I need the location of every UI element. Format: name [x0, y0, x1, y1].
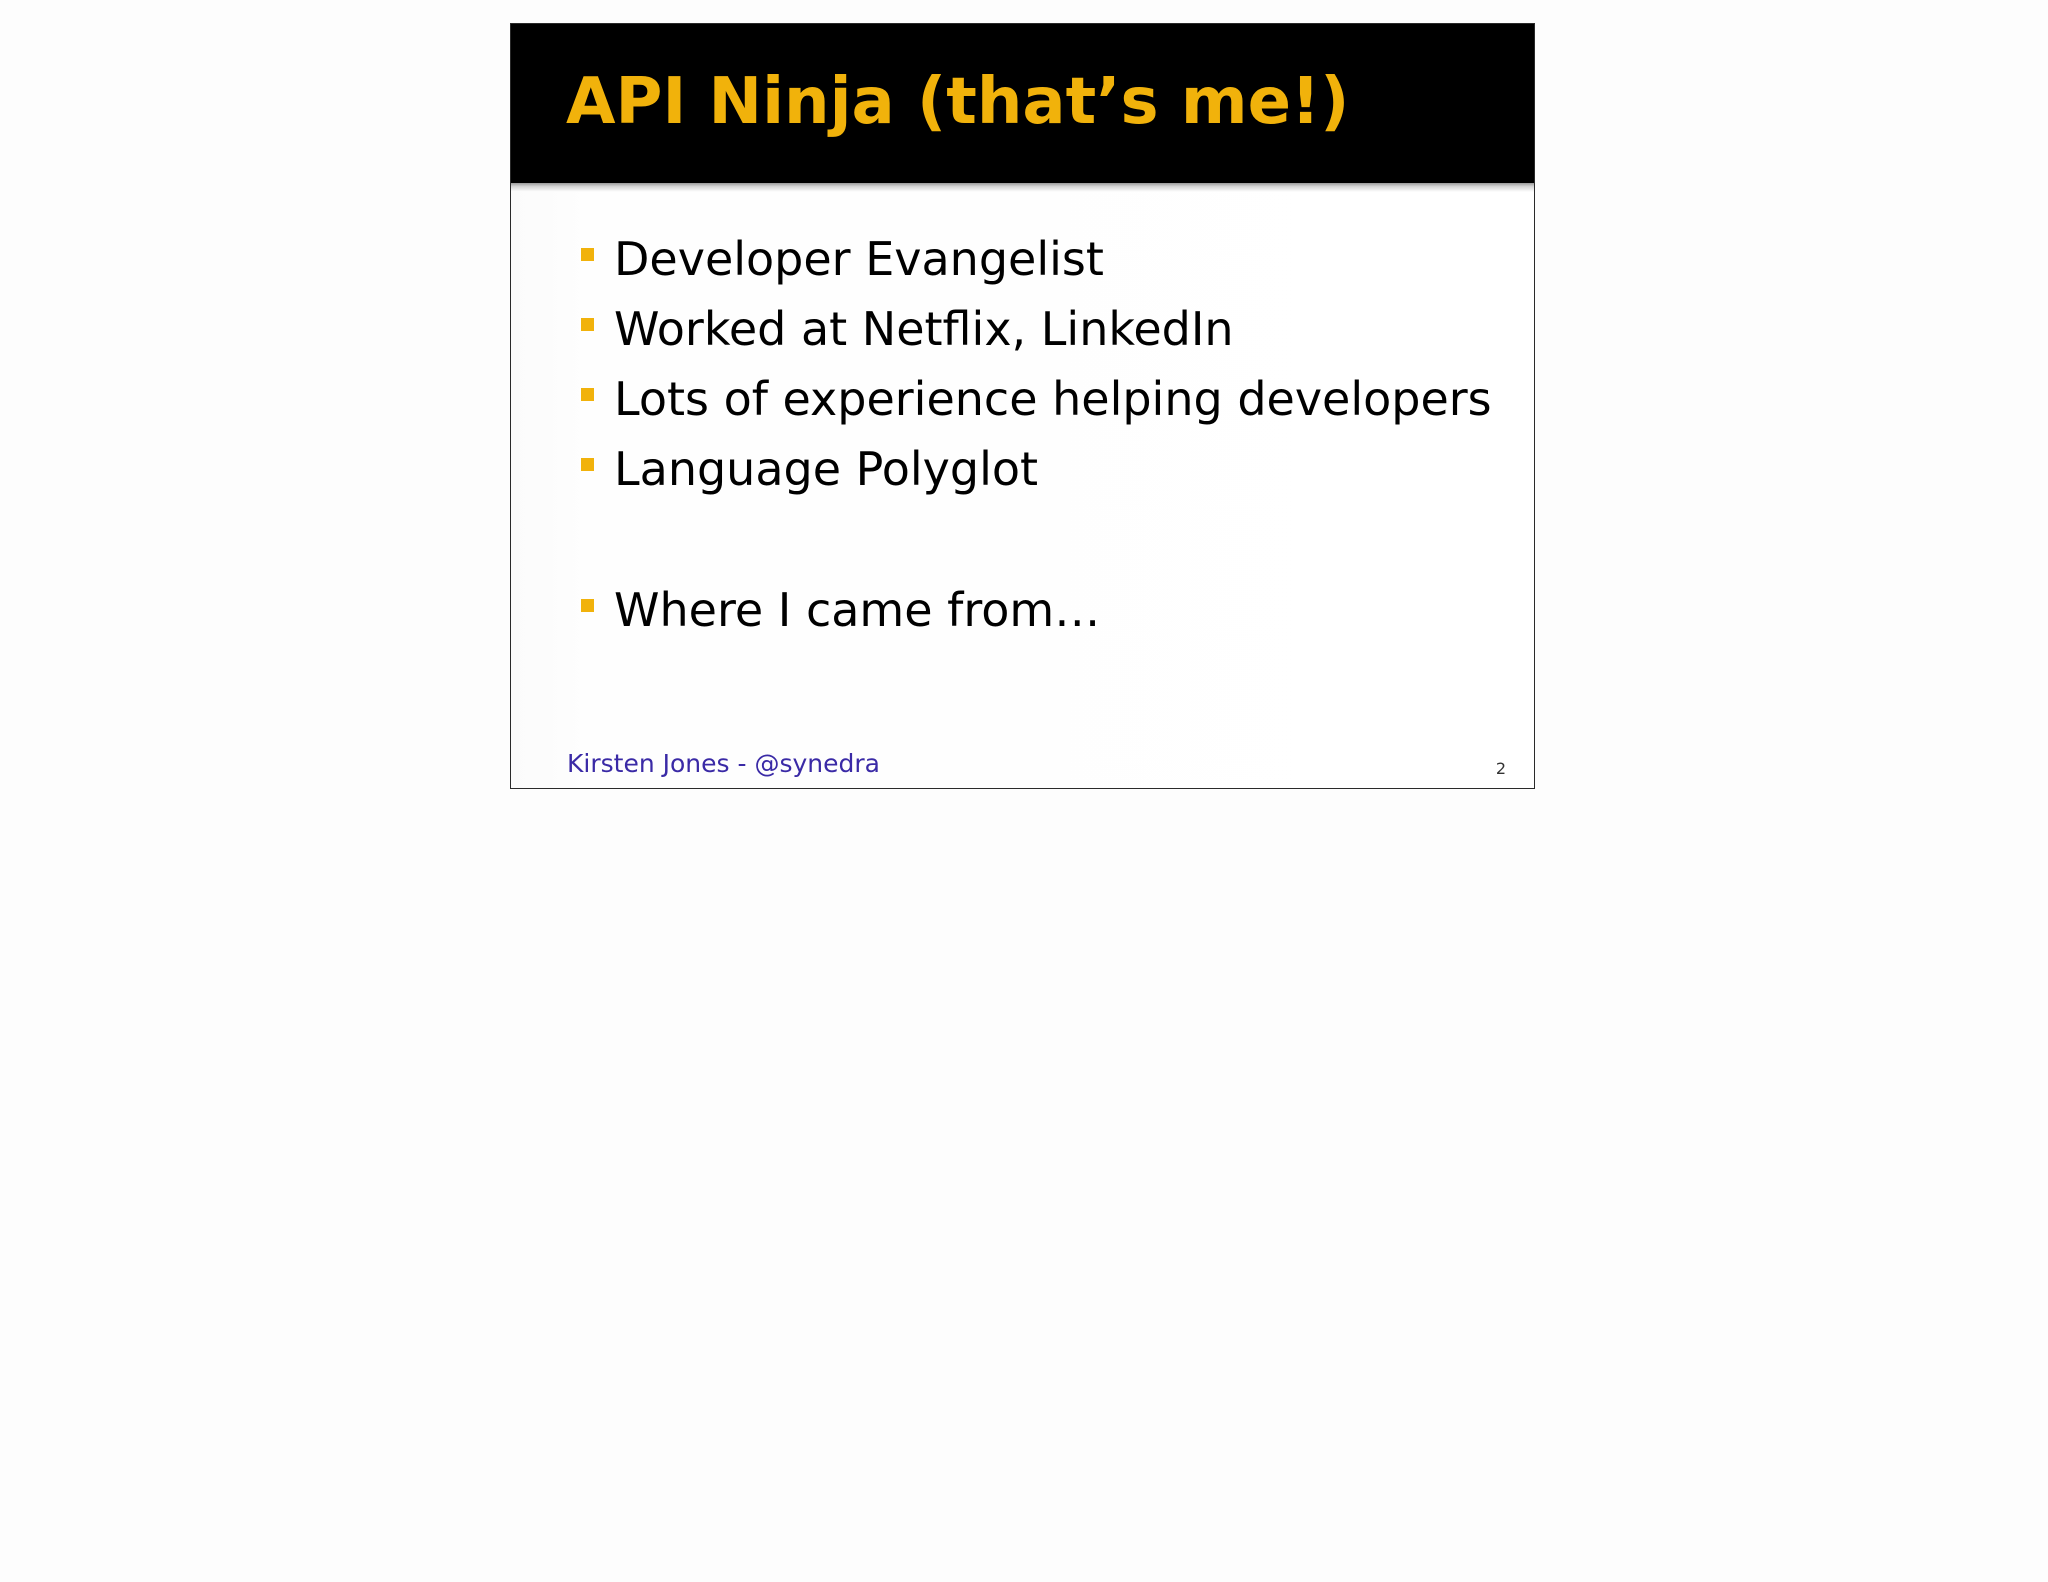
- title-divider: [511, 183, 1534, 192]
- bullet-list: [581, 224, 1492, 645]
- bullet-text: Language Polyglot: [614, 442, 1039, 496]
- slide-footer-author: Kirsten Jones - @synedra: [567, 749, 880, 778]
- slide: [510, 23, 1535, 789]
- bullet-item: [581, 294, 1492, 364]
- slide-title: API Ninja (that’s me!): [566, 65, 1350, 139]
- bullet-text: Lots of experience helping developers: [614, 372, 1492, 426]
- bullet-item: [581, 364, 1492, 434]
- slide-title-bar: [511, 24, 1534, 183]
- bullet-item: [581, 434, 1492, 504]
- bullet-item: [581, 575, 1492, 645]
- bullet-text: Where I came from…: [614, 583, 1101, 637]
- bullet-item: [581, 224, 1492, 294]
- square-bullet-icon: [581, 458, 594, 471]
- bullet-text: Developer Evangelist: [614, 232, 1104, 286]
- square-bullet-icon: [581, 318, 594, 331]
- square-bullet-icon: [581, 599, 594, 612]
- slide-page-number: 2: [1495, 759, 1506, 778]
- square-bullet-icon: [581, 248, 594, 261]
- bullet-text: Worked at Netflix, LinkedIn: [614, 302, 1234, 356]
- square-bullet-icon: [581, 388, 594, 401]
